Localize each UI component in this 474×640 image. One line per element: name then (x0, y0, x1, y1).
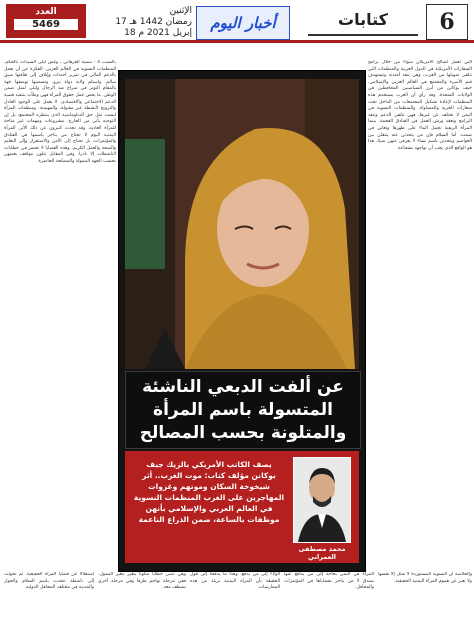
headline-line-3: والمتلونة بحسب المصالح (139, 423, 347, 443)
bottom-column-2: وهي تتبنى خطابا متلونا يتغير بتغير الممول. ففي مرحلة تهاجم طرفا وفي مرحلة أخرى تصطف معه. (98, 572, 186, 591)
issue-badge (6, 4, 86, 38)
gregorian-date: 18 إبريل 2021 م (124, 28, 192, 38)
headline-line-2: المتسولة باسم المرأة (153, 400, 333, 420)
issue-number: 5469 (14, 19, 78, 30)
author-portrait (294, 458, 350, 542)
article-column-left: بالسبب 4 - سمية الفرهاني ، وغض ليلى السيدات بالحكم. المنظمات النسوية في العالم العربي. الفكرة عن أن تعمل بالدعم المالي في تمرير أجندات وإيلاف إلى ثقافتها ضيق سالم. واستلم ولاية دولة بيرو. وتسميتها بوصفها جهة بالمقام التوتر في صراع ضد الرجال وليلى لمثل ضمن الوطن. ما يخص عمل حقوق المرأة فهي وطأت بتنفيذ قضية الدعم الاجتماعي والاقتصادي. لا يعمل على الوجود العادل والترويج لأنشطة غير مقبولة، والمهيمنة. ومنظمات المرأة ليست مثل حق الدبلوماسية الذي ينتظره المجتمع، بل إن التوجيه يأتي من الخارج. مشروعات ومهمات غير متاحة للمرأة العادية. وقد تحدث كثيرون عن ذلك الأثر. المرأة اليمنية اليوم لا تحتاج من يتاجر باسمها في الفنادق والمؤتمرات، بل تحتاج إلى الأمن والاستقرار وإلى التعليم والصحة والعمل الكريم. وهذه القضايا لا تحضر في خطابات الناشطات إلا نادرا. وفي المقابل تتلون مواقف بعضهن بحسب الجهة الممولة والمصلحة الحاضرة. (4, 60, 116, 164)
bottom-column-4: المرأة في اليمن بحاجة إلى من يدافع عنها بصدق لا من يتاجر بقضاياها في المؤتمرات والمحافل. (284, 572, 374, 591)
subheadline-box (125, 451, 359, 563)
newspaper-logo: أخبار اليوم (196, 6, 290, 40)
hijri-date: 17 رمضان 1442 هـ (115, 17, 192, 27)
subheadline-text: يصف الكاتب الأمريكي بالزيك جيف بوكانن مؤلف كتاب: موت الغرب.. أثر شيخوخة السكان وموتهم وغزوات المهاجرين على الغرب المنظمات النسوية في العالم العربي والإسلامي بأنهن موظفات بالساعة، ضمن الذراع الناعمة (133, 460, 285, 524)
portrait-photo (125, 79, 359, 369)
day-label: الإثنين (169, 6, 192, 16)
headline-box (125, 371, 361, 449)
author-photo (293, 457, 351, 543)
author-name: محمد مصطفى العمراني (298, 545, 346, 561)
bottom-column-5: والخلاصة أن النسوية المستوردة لا تمثل إلا نفسها ولا تعبر عن هموم المرأة اليمنية الحقيقية. (378, 572, 472, 584)
portrait-illustration (125, 79, 359, 369)
headline-line-1: عن ألفت الدبعي الناشئة (142, 377, 344, 397)
section-title: كتابات (308, 10, 418, 36)
date-block (96, 6, 192, 39)
bottom-column-1: استقلالا عن قضايا المرأة الحقيقية. ثم تحولت إلى ناشطة تتحدث باسم السلام والحوار والمدنية في مختلف المحافل الدولية. (4, 572, 94, 591)
page-number: 6 (426, 4, 468, 40)
featured-article (118, 70, 366, 572)
article-column-right: التي تعمل لصالح الأمريكان سواء من خلال برامج السفارات الأمريكية في الدول العربية والمنظمات التي تتلقى تمويلها من الغرب، وهي تنفذ أجندته وتستهدف قيم الأسرة والمجتمع في العالم العربي والإسلامي. جيف بوكانن من أبرز السياسيين المحافظين في الولايات المتحدة. وقد رأى أن الغرب يستخدم هذه المنظمات لإعادة تشكيل المجتمعات من الداخل تحت شعارات الحرية والمساواة. والمنظمات النسوية في اليمن لا تختلف عن غيرها، فهي تتلقى الدعم وتنفذ البرامج وتعقد ورش العمل في الفنادق الفخمة. بينما المرأة الريفية تحمل الماء على ظهرها وتعاني في صمت. أما السلام فإن من يتحدثن عنه يتنقلن بين العواصم ويتحدثن باسم نساء لا يعرفن عنهن شيئا. هذا هو الواقع الذي يجب أن نواجهه بشجاعة. (368, 60, 472, 151)
bottom-column-3: الولاء إلى من يدفع، وهذا ما يدفعنا إلى قول الحقيقة بأن المرأة اليمنية بريئة من هذه الممارسات. (190, 572, 280, 591)
header-divider (0, 40, 474, 43)
issue-label: العدد (35, 7, 57, 17)
page-header (0, 0, 474, 44)
